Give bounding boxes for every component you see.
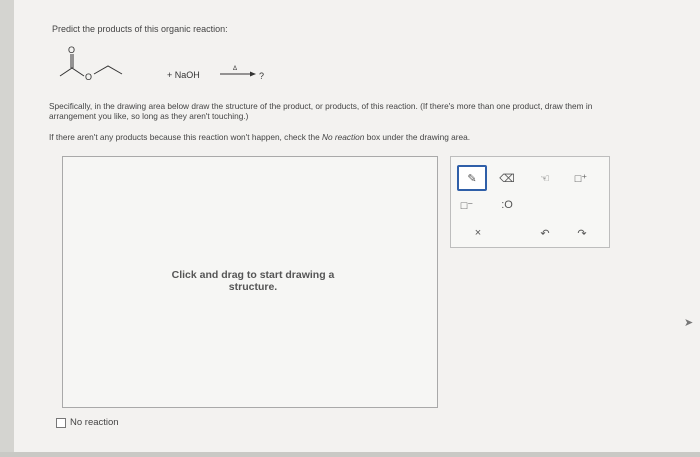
charge-plus-button[interactable] <box>567 166 595 190</box>
placeholder-line-2: structure. <box>228 281 278 293</box>
instruction-line-3-pre: If there aren't any products because this reaction won't happen, check the <box>49 132 322 142</box>
hand-tool-button[interactable] <box>531 166 559 190</box>
instruction-line-3 <box>49 132 470 142</box>
redo-button[interactable] <box>568 221 596 245</box>
undo-button[interactable] <box>531 221 559 245</box>
lone-pair-button[interactable] <box>493 193 521 217</box>
drawing-toolbar <box>450 156 610 248</box>
heat-label: Δ <box>233 66 238 72</box>
page-bottom-edge <box>0 452 700 457</box>
ester-oxygen-label: O <box>85 72 93 82</box>
clear-icon: × <box>474 227 482 239</box>
charge-minus-icon: □⁻ <box>460 199 474 212</box>
charge-minus-button[interactable] <box>453 193 481 217</box>
hand-icon: ☜ <box>540 172 550 185</box>
eraser-icon: ⌫ <box>499 172 515 185</box>
question-text: Predict the products of this organic reaction: <box>52 24 228 34</box>
no-reaction-checkbox[interactable] <box>56 418 66 428</box>
page-left-edge <box>0 0 14 457</box>
product-unknown-label: ? <box>259 71 265 81</box>
placeholder-line-1: Click and drag to start drawing a <box>171 269 335 281</box>
mouse-cursor-icon: ➤ <box>684 317 694 329</box>
redo-icon: ↷ <box>577 227 587 240</box>
instruction-line-1: Specifically, in the drawing area below draw the structure of the product, or products, of this reaction. (If there's more than one product, draw them in <box>49 101 593 111</box>
instruction-line-2: arrangement you like, so long as they aren't touching.) <box>49 111 249 121</box>
canvas-placeholder <box>153 269 353 293</box>
no-reaction-option[interactable] <box>56 417 119 428</box>
charge-plus-icon: □⁺ <box>574 172 588 185</box>
pencil-tool-button[interactable] <box>457 165 487 191</box>
pencil-icon: ✎ <box>467 172 477 185</box>
acyl-bonds <box>60 68 84 76</box>
arrow-head <box>250 72 256 77</box>
lone-pair-icon: :O <box>501 199 513 211</box>
reaction-scheme <box>60 44 300 88</box>
instruction-line-3-post: box under the drawing area. <box>364 132 471 142</box>
eraser-tool-button[interactable] <box>493 166 521 190</box>
alkyl-bonds <box>94 66 122 74</box>
clear-button[interactable] <box>464 221 492 245</box>
reagent-label: + NaOH <box>167 70 200 80</box>
undo-icon: ↶ <box>540 227 550 240</box>
carbonyl-oxygen-label: O <box>68 45 76 55</box>
no-reaction-label: No reaction <box>70 417 119 428</box>
instruction-line-3-em: No reaction <box>321 132 365 142</box>
instructions-block <box>49 101 699 121</box>
drawing-canvas[interactable] <box>62 156 438 408</box>
ester-structure <box>60 44 300 88</box>
